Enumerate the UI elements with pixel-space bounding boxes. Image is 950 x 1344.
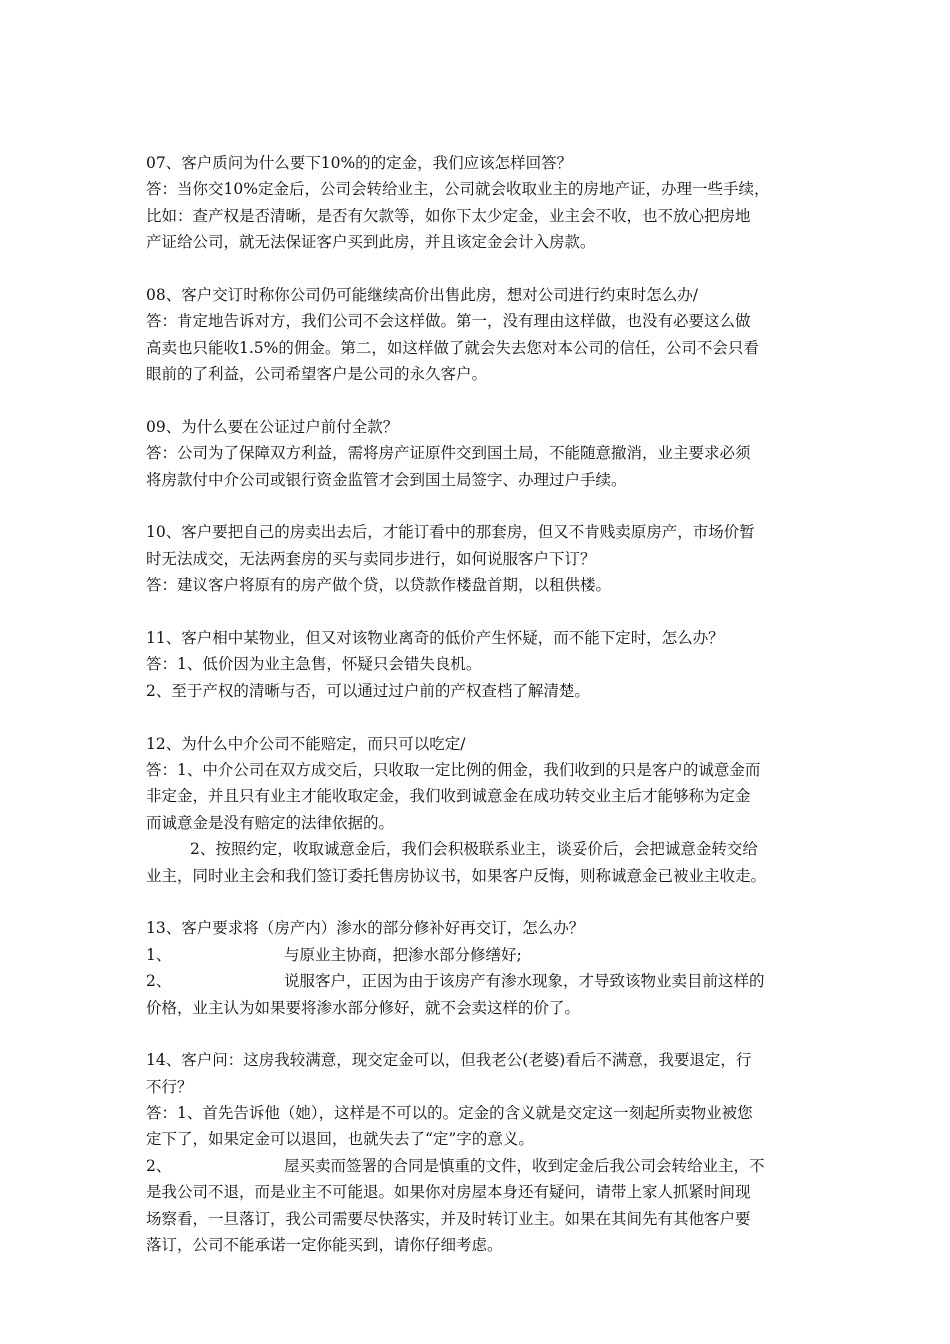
question-11: 11、客户相中某物业，但又对该物业离奇的低价产生怀疑，而不能下定时，怎么办？ — [146, 629, 724, 648]
answer-08-line-3: 眼前的了利益，公司希望客户是公司的永久客户。 — [146, 365, 488, 384]
answer-09-line-1: 答：公司为了保障双方利益，需将房产证原件交到国土局，不能随意撤消，业主要求必须 — [146, 444, 751, 463]
question-13: 13、客户要求将（房产内）渗水的部分修补好再交订，怎么办？ — [146, 919, 585, 938]
answer-08-line-1: 答：肯定地告诉对方，我们公司不会这样做。第一，没有理由这样做，也没有必要这么做 — [146, 312, 751, 331]
list-number: 2、 — [146, 972, 172, 991]
list-text: 与原业主协商，把渗水部分修缮好; — [284, 945, 522, 964]
answer-12-line-1: 答：1、中介公司在双方成交后，只收取一定比例的佣金，我们收到的只是客户的诚意金而 — [146, 760, 761, 779]
answer-07-line-1: 答：当你交10%定金后，公司会转给业主，公司就会收取业主的房地产证，办理一些手续， — [146, 180, 770, 199]
document-page — [146, 150, 810, 1258]
answer-11-line-2: 2、至于产权的清晰与否，可以通过过户前的产权查档了解清楚。 — [146, 681, 590, 700]
answer-14-line-1: 答：1、首先告诉他（她），这样是不可以的。定金的含义就是交定这一刻起所卖物业被您 — [146, 1104, 753, 1123]
answer-14-line-6: 落订，公司不能承诺一定你能买到，请你仔细考虑。 — [146, 1236, 503, 1255]
answer-09-line-2: 将房款付中介公司或银行资金监管才会到国土局签字、办理过户手续。 — [146, 470, 627, 489]
question-12: 12、为什么中介公司不能赔定，而只可以吃定/ — [146, 734, 466, 753]
answer-10: 答：建议客户将原有的房产做个贷，以贷款作楼盘首期，以租供楼。 — [146, 576, 612, 595]
question-14-line-1: 14、客户问：这房我较满意，现交定金可以，但我老公(老婆)看后不满意，我要退定，行 — [146, 1051, 752, 1070]
answer-14-line-5: 场察看，一旦落订，我公司需要尽快落实，并及时转订业主。如果在其间先有其他客户要 — [146, 1209, 751, 1228]
paragraph-gap — [146, 493, 810, 519]
answer-07-line-2: 比如：查产权是否清晰，是否有欠款等，如你下太少定金，业主会不收，也不放心把房地 — [146, 206, 751, 225]
answer-12-line-3: 而诚意金是没有赔定的法律依据的。 — [146, 813, 395, 832]
paragraph-gap — [146, 256, 810, 282]
question-07: 07、客户质问为什么要下10%的的定金，我们应该怎样回答？ — [146, 154, 573, 172]
paragraph-gap — [146, 1021, 810, 1047]
list-number: 2、 — [146, 1156, 172, 1175]
answer-13-item-1 — [146, 942, 810, 968]
answer-13-item-2 — [146, 968, 810, 994]
paragraph-gap — [146, 704, 810, 730]
paragraph-gap — [146, 599, 810, 625]
list-number: 1、 — [146, 945, 172, 964]
list-text: 说服客户，正因为由于该房产有渗水现象，才导致该物业卖目前这样的 — [284, 972, 765, 991]
answer-14-line-4: 是我公司不退，而是业主不可能退。如果你对房屋本身还有疑问，请带上家人抓紧时间现 — [146, 1183, 751, 1202]
list-text: 屋买卖而签署的合同是慎重的文件，收到定金后我公司会转给业主，不 — [284, 1156, 765, 1175]
question-10-line-2: 时无法成交，无法两套房的买与卖同步进行，如何说服客户下订？ — [146, 549, 596, 568]
answer-08-line-2: 高卖也只能收1.5%的佣金。第二，如这样做了就会失去您对本公司的信任，公司不会只看 — [146, 338, 759, 357]
paragraph-gap — [146, 388, 810, 414]
answer-12-line-5: 业主，同时业主会和我们签订委托售房协议书，如果客户反悔，则称诚意金已被业主收走。 — [146, 866, 767, 885]
question-14-line-2: 不行？ — [146, 1077, 193, 1096]
answer-14-item-2 — [146, 1153, 810, 1179]
question-08: 08、客户交订时称你公司仍可能继续高价出售此房，想对公司进行约束时怎么办/ — [146, 285, 698, 304]
answer-13-line-3: 价格，业主认为如果要将渗水部分修好，就不会卖这样的价了。 — [146, 998, 581, 1017]
paragraph-gap — [146, 889, 810, 915]
question-10-line-1: 10、客户要把自己的房卖出去后，才能订看中的那套房，但又不肯贱卖原房产，市场价暂 — [146, 523, 755, 542]
answer-12-line-2: 非定金，并且只有业主才能收取定金，我们收到诚意金在成功转交业主后才能够称为定金 — [146, 787, 751, 806]
question-09: 09、为什么要在公证过户前付全款？ — [146, 417, 399, 436]
answer-12-line-4: 2、按照约定，收取诚意金后，我们会积极联系业主，谈妥价后，会把诚意金转交给 — [190, 840, 758, 859]
answer-11-line-1: 答：1、低价因为业主急售，怀疑只会错失良机。 — [146, 655, 482, 674]
answer-07-line-3: 产证给公司，就无法保证客户买到此房，并且该定金会计入房款。 — [146, 233, 596, 252]
answer-14-line-2: 定下了，如果定金可以退回，也就失去了“定”字的意义。 — [146, 1130, 534, 1149]
